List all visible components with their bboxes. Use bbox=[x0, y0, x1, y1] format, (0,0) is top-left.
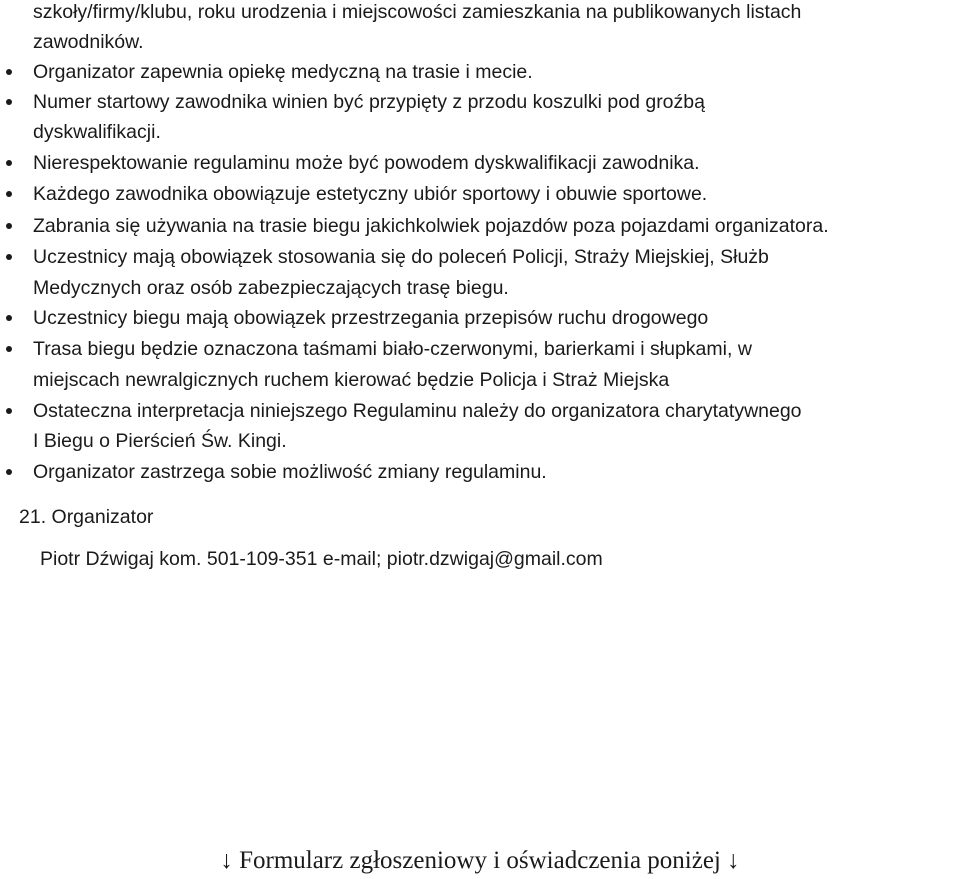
continuation-line: szkoły/firmy/klubu, roku urodzenia i miejscowości zamieszkania na publikowanych listach bbox=[33, 1, 802, 23]
organizer-contact: Piotr Dźwigaj kom. 501-109-351 e-mail; piotr.dzwigaj@gmail.com bbox=[40, 548, 603, 570]
rule-item bbox=[0, 182, 960, 206]
rule-item bbox=[0, 337, 960, 361]
rule-item bbox=[0, 306, 960, 330]
rule-text: Ostateczna interpretacja niniejszego Regulaminu należy do organizatora charytatywnego bbox=[33, 400, 802, 422]
rule-text: Trasa biegu będzie oznaczona taśmami biało-czerwonymi, barierkami i słupkami, w bbox=[33, 338, 752, 360]
rule-item bbox=[0, 460, 960, 484]
rule-item bbox=[0, 245, 960, 269]
form-below-notice: ↓ Formularz zgłoszeniowy i oświadczenia poniżej ↓ bbox=[220, 847, 740, 874]
rule-text: Uczestnicy biegu mają obowiązek przestrzegania przepisów ruchu drogowego bbox=[33, 307, 709, 329]
rule-item-continuation bbox=[0, 276, 960, 300]
bullet-icon bbox=[6, 191, 12, 197]
bullet-icon bbox=[6, 469, 12, 475]
bullet-icon bbox=[6, 223, 12, 229]
rule-text: Każdego zawodnika obowiązuje estetyczny ubiór sportowy i obuwie sportowe. bbox=[33, 183, 708, 205]
rule-item bbox=[0, 90, 960, 114]
rule-text: dyskwalifikacji. bbox=[33, 121, 161, 143]
rule-text: Medycznych oraz osób zabezpieczających trasę biegu. bbox=[33, 277, 509, 299]
bullet-icon bbox=[6, 408, 12, 414]
rule-text: I Biegu o Pierścień Św. Kingi. bbox=[33, 430, 287, 452]
bullet-icon bbox=[6, 254, 12, 260]
rule-text: miejscach newralgicznych ruchem kierować będzie Policja i Straż Miejska bbox=[33, 369, 670, 391]
bullet-icon bbox=[6, 160, 12, 166]
rule-text: Uczestnicy mają obowiązek stosowania się do poleceń Policji, Straży Miejskiej, Służb bbox=[33, 246, 769, 268]
rule-item bbox=[0, 214, 960, 238]
rule-item bbox=[0, 151, 960, 175]
rule-item-continuation bbox=[0, 368, 960, 392]
bullet-icon bbox=[6, 315, 12, 321]
rule-text: Zabrania się używania na trasie biegu jakichkolwiek pojazdów poza pojazdami organizatora. bbox=[33, 215, 829, 237]
bullet-icon bbox=[6, 346, 12, 352]
rule-text: Nierespektowanie regulaminu może być powodem dyskwalifikacji zawodnika. bbox=[33, 152, 700, 174]
rule-item bbox=[0, 60, 960, 84]
rule-item-continuation bbox=[0, 429, 960, 453]
rule-item bbox=[0, 399, 960, 423]
bullet-icon bbox=[6, 69, 12, 75]
bullet-icon bbox=[6, 99, 12, 105]
rule-text: Organizator zastrzega sobie możliwość zmiany regulaminu. bbox=[33, 461, 547, 483]
section-heading: 21. Organizator bbox=[19, 506, 154, 528]
rule-text: Numer startowy zawodnika winien być przypięty z przodu koszulki pod groźbą bbox=[33, 91, 705, 113]
continuation-line: zawodników. bbox=[33, 31, 144, 53]
rule-text: Organizator zapewnia opiekę medyczną na trasie i mecie. bbox=[33, 61, 533, 83]
rule-item-continuation bbox=[0, 120, 960, 144]
